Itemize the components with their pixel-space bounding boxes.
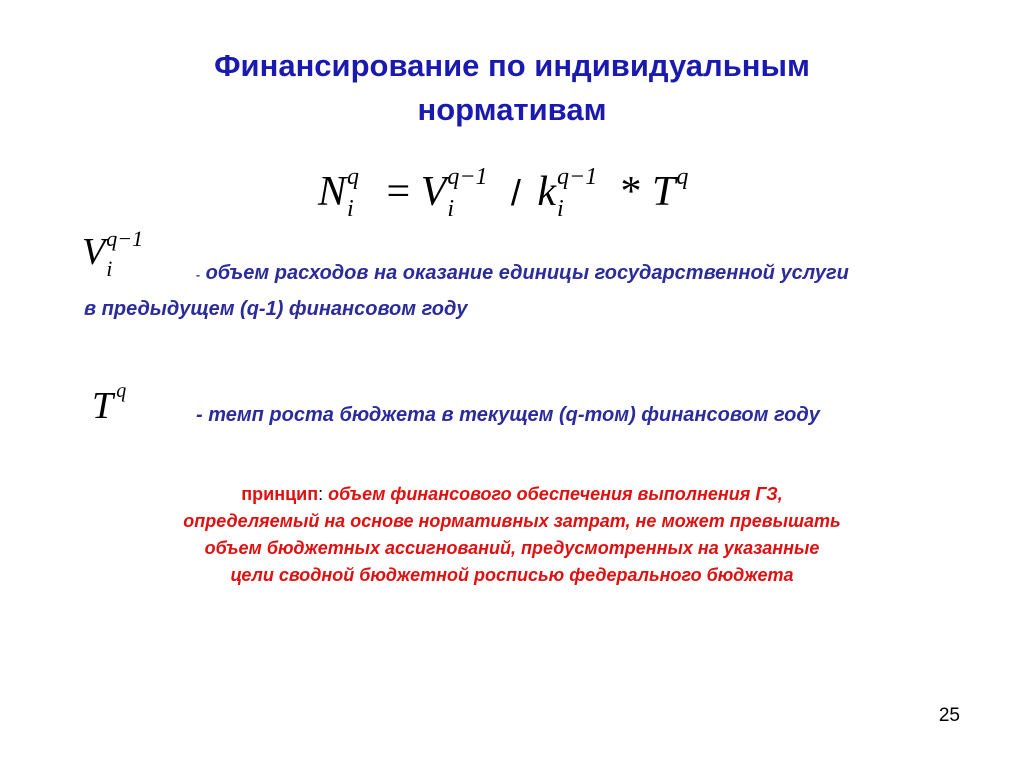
def-v-sup: q−1 — [106, 226, 144, 251]
principle-line-4: цели сводной бюджетной росписью федерального бюджета — [230, 565, 794, 585]
formula-t-base: T — [652, 169, 676, 215]
formula-v-sub: i — [447, 196, 455, 222]
def-t-base: T — [92, 385, 114, 427]
title-line-1: Финансирование по индивидуальным — [214, 48, 810, 83]
def-v-sub: i — [106, 256, 113, 281]
def-t-sup: q — [116, 380, 127, 402]
formula-v-base: V — [420, 169, 447, 215]
main-formula — [318, 164, 689, 228]
formula-k-base: k — [537, 169, 557, 215]
def-t-symbol — [92, 380, 127, 428]
def-t-sym — [92, 380, 127, 428]
principle-head: принцип — [241, 484, 319, 504]
formula-t — [652, 164, 689, 216]
principle-line-1 — [0, 481, 1024, 508]
formula-n-sup: q — [347, 164, 360, 190]
def-v-sym — [82, 226, 144, 281]
def-v-line-2: в предыдущем (q-1) финансовом году — [84, 298, 468, 320]
formula-n-base: N — [318, 169, 347, 215]
principle-colon: : — [318, 484, 324, 504]
principle-text-1: объем финансового обеспечения выполнения ГЗ, — [323, 484, 783, 504]
formula-n-sub: i — [347, 196, 354, 222]
formula-equals: = — [386, 169, 411, 215]
page-number: 25 — [938, 705, 960, 726]
formula-n — [318, 164, 360, 222]
def-v-dash: - — [196, 268, 200, 282]
def-v-text-1: объем расходов на оказание единицы государственной услуги — [205, 262, 849, 284]
slide-title — [0, 44, 1024, 132]
title-line-2: нормативам — [417, 92, 607, 127]
formula-multiply: * — [620, 169, 642, 215]
formula-divide: / — [510, 172, 521, 213]
formula-t-sup: q — [676, 164, 689, 190]
def-v-line-1 — [196, 262, 849, 285]
formula-v — [420, 164, 488, 222]
formula-k — [537, 164, 598, 222]
def-v-base: V — [82, 231, 106, 273]
principle-block — [0, 481, 1024, 589]
formula-k-sup: q−1 — [557, 164, 598, 190]
def-v-symbol — [82, 226, 144, 281]
formula-k-sub: i — [557, 196, 564, 222]
principle-line-2: определяемый на основе нормативных затрат, не может превышать — [183, 511, 841, 531]
formula-v-sup: q−1 — [447, 164, 488, 190]
def-t-text: - темп роста бюджета в текущем (q-том) финансовом году — [196, 404, 820, 426]
principle-line-3: объем бюджетных ассигнований, предусмотренных на указанные — [204, 538, 820, 558]
